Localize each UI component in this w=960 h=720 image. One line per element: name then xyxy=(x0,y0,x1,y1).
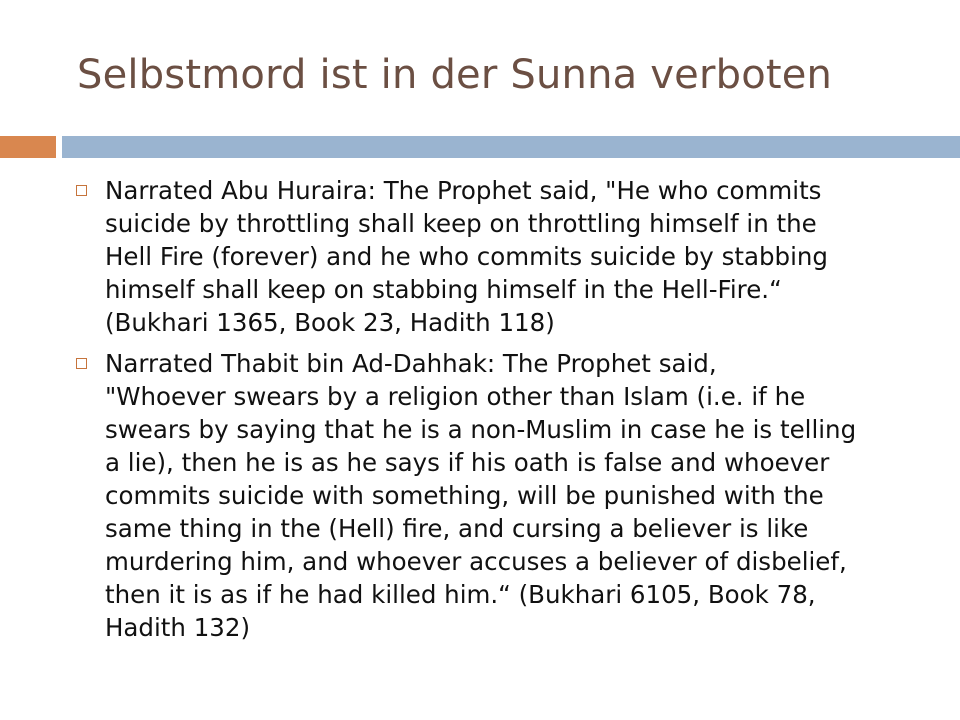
bullet-text: Narrated Abu Huraira: The Prophet said, "He who commits suicide by throttling shall keep on throttling himself in the Hell Fire (forever) and he who commits suicide by stabbing himself shall keep on stabbing himself in the Hell-Fire.“ (Bukhari 1365, Book 23, Hadith 118) xyxy=(105,176,828,337)
title-accent-bar xyxy=(0,136,56,158)
title-divider-bar xyxy=(62,136,960,158)
list-item xyxy=(76,174,926,339)
square-bullet-icon xyxy=(76,358,87,369)
slide-content xyxy=(76,174,926,652)
list-item xyxy=(76,347,926,644)
bullet-text: Narrated Thabit bin Ad-Dahhak: The Prophet said, "Whoever swears by a religion other than Islam (i.e. if he swears by saying that he is a non-Muslim in case he is telling a lie), then he is as he says if his oath is false and whoever commits suicide with something, will be punished with the same thing in the (Hell) fire, and cursing a believer is like murdering him, and whoever accuses a believer of disbelief, then it is as if he had killed him.“ (Bukhari 6105, Book 78, Hadith 132) xyxy=(105,349,857,642)
square-bullet-icon xyxy=(76,185,87,196)
slide-title: Selbstmord ist in der Sunna verboten xyxy=(77,52,833,98)
